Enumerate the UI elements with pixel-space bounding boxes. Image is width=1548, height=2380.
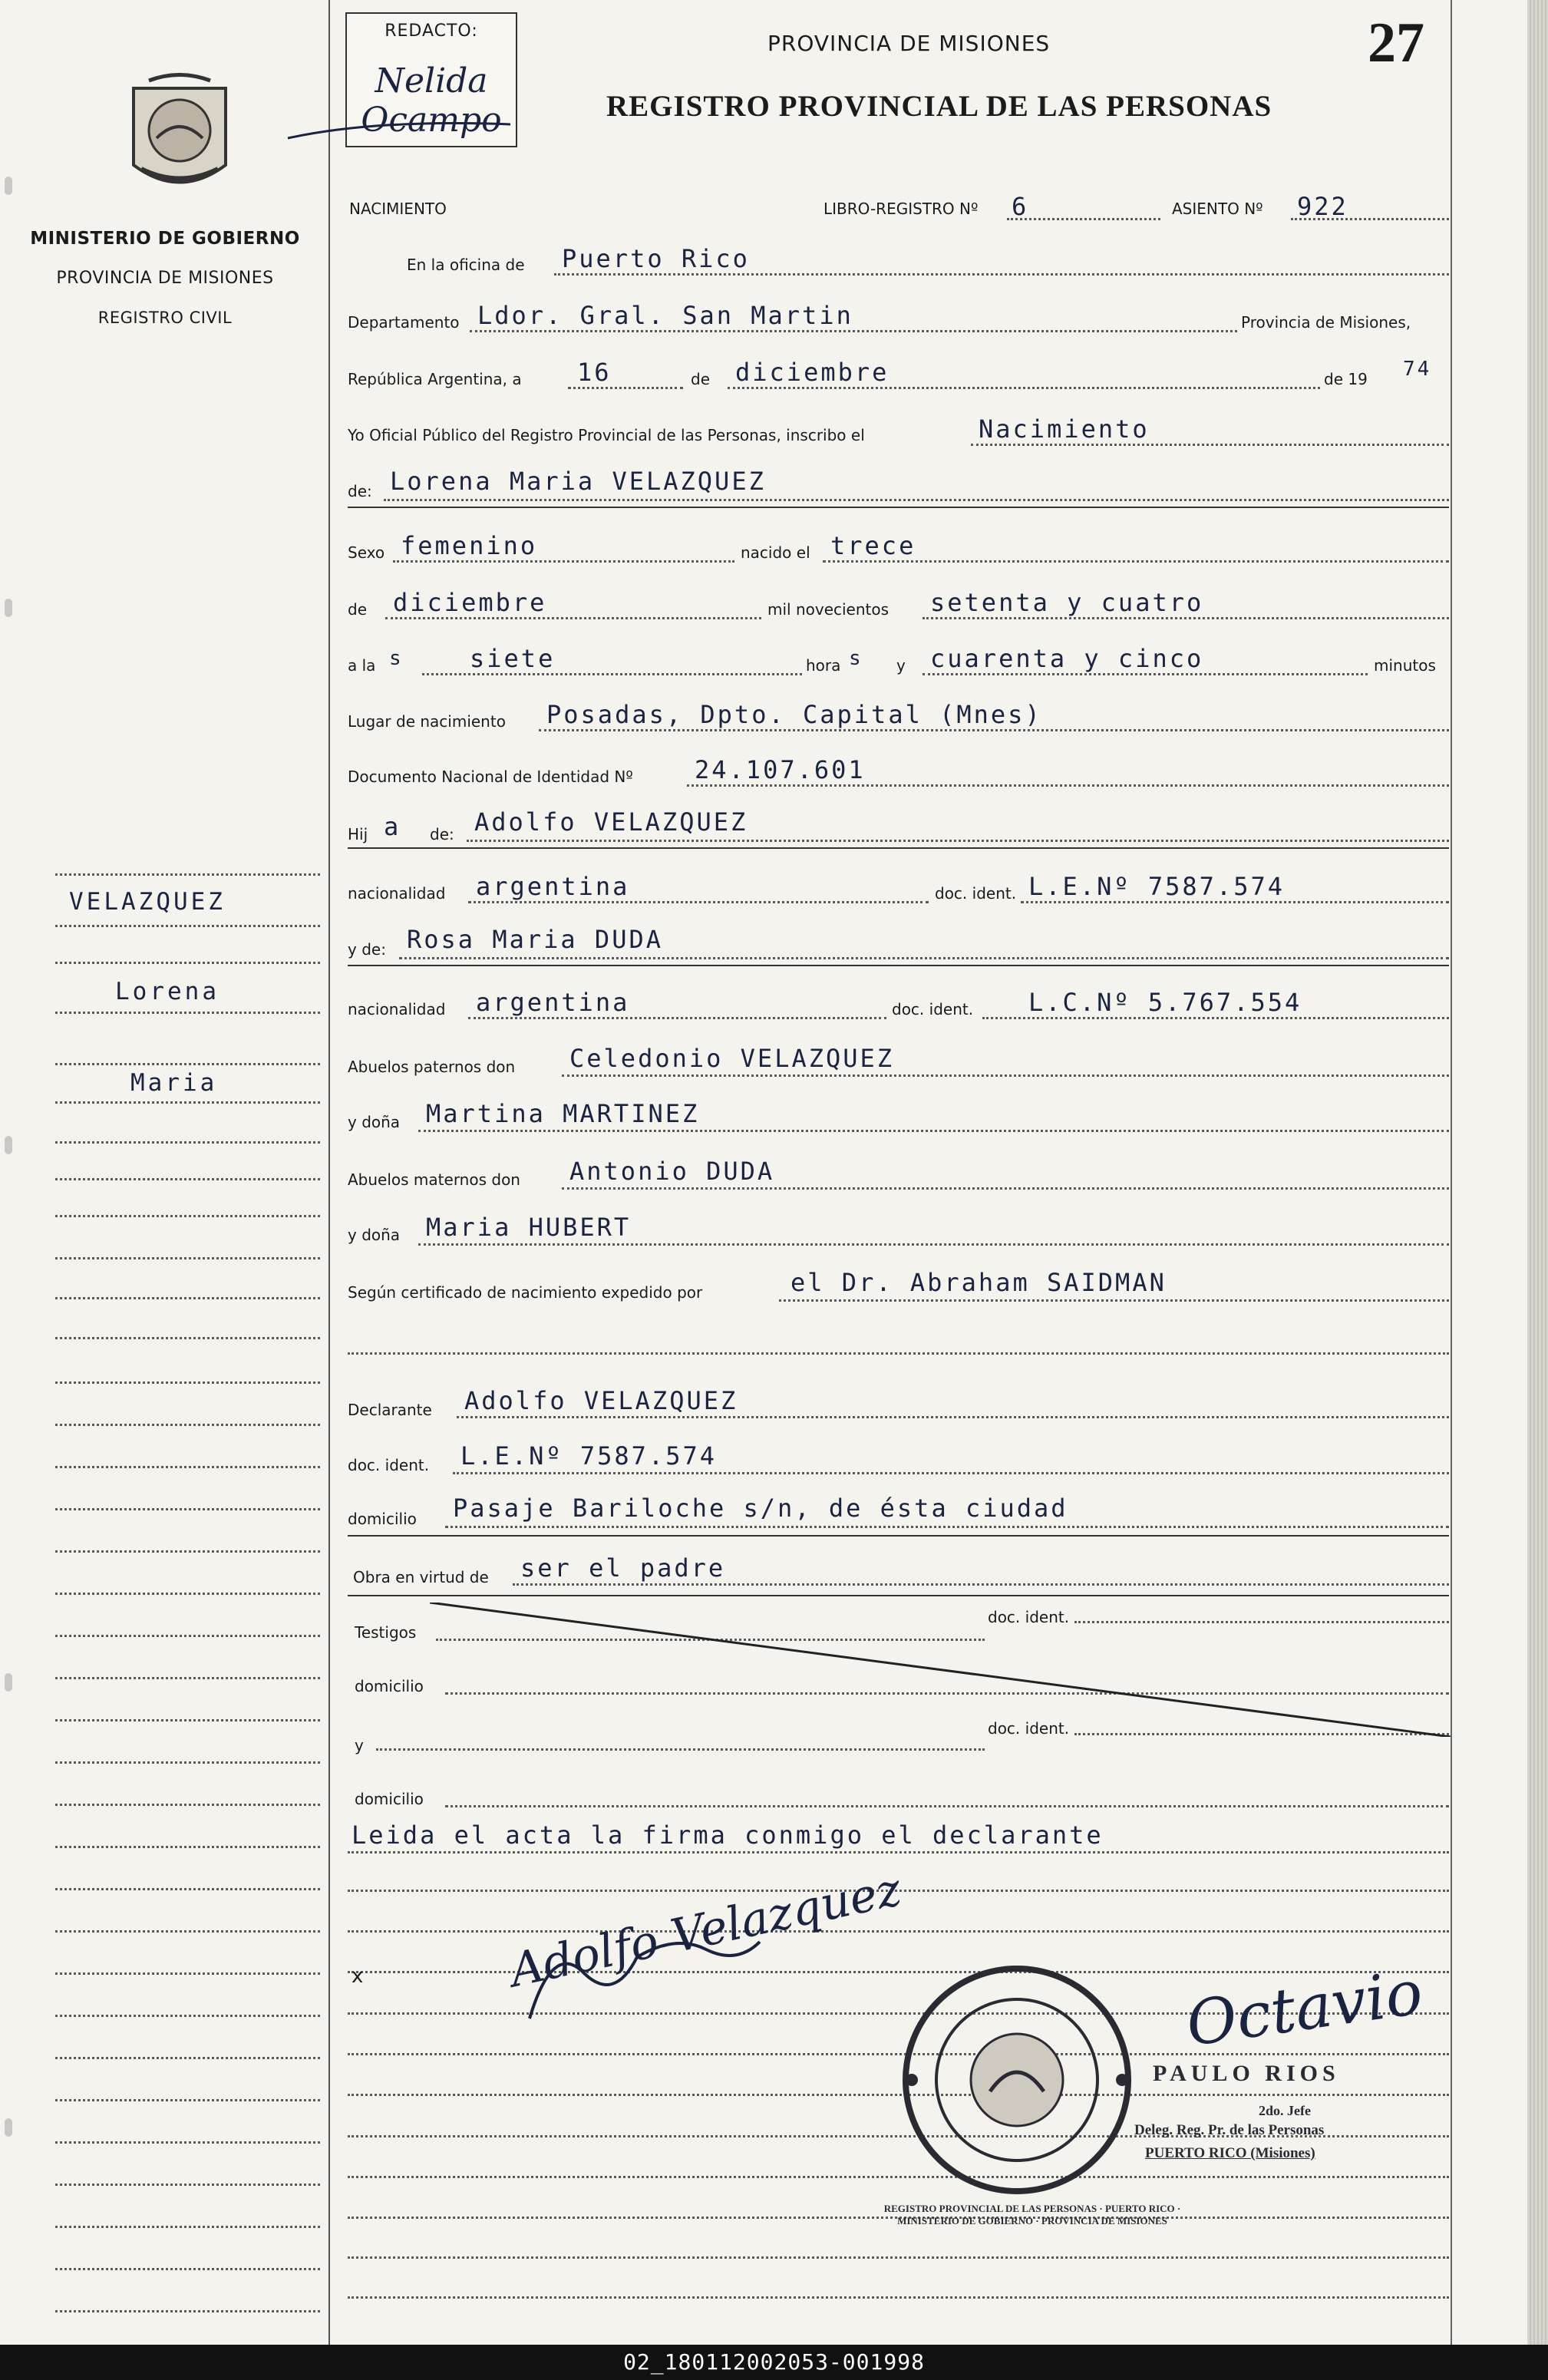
hours-label: hora [806, 656, 841, 675]
father-name: Adolfo VELAZQUEZ [474, 807, 748, 837]
right-margin-line [1451, 0, 1452, 2345]
birthplace-value: Posadas, Dpto. Capital (Mnes) [546, 700, 1042, 729]
official-office: PUERTO RICO (Misiones) [1145, 2145, 1315, 2161]
dni-value: 24.107.601 [695, 755, 866, 784]
gutter-line [328, 0, 330, 2345]
mother-nationality: argentina [476, 988, 630, 1017]
pat-grandmother-label: y doña [348, 1113, 401, 1131]
ministry-title: MINISTERIO DE GOBIERNO [30, 229, 300, 249]
y-label: y [896, 656, 906, 675]
witness-y-label: y [355, 1736, 364, 1754]
hour-value: siete [470, 644, 556, 673]
header-province: PROVINCIA DE MISIONES [767, 31, 1051, 56]
page-number: 27 [1368, 12, 1424, 74]
sex-value: femenino [401, 531, 538, 560]
mother-name: Rosa Maria DUDA [407, 925, 663, 954]
province-suffix: Provincia de Misiones, [1241, 313, 1411, 332]
year-value: 74 [1403, 358, 1432, 381]
pat-grandfather: Celedonio VELAZQUEZ [569, 1044, 895, 1073]
acts-label: Obra en virtud de [353, 1568, 489, 1586]
declarant-doc: L.E.Nº 7587.574 [460, 1441, 717, 1471]
father-nationality-label: nacionalidad [348, 884, 446, 903]
mat-grandmother-label: y doña [348, 1226, 401, 1244]
month-de-label: de [691, 370, 710, 388]
redacto-signature: Nelida Ocampo [361, 61, 502, 140]
page-edge [1527, 0, 1548, 2345]
declarant-signature: Adolfo Velazquez [505, 1862, 906, 1999]
stamp-text: REGISTRO PROVINCIAL DE LAS PERSONAS · PUERTO RICO · MINISTERIO DE GOBIERNO · PROVINCIA DE MISIONES [883, 2203, 1181, 2227]
official-text: Yo Oficial Público del Registro Provincial de las Personas, inscribo el [348, 426, 865, 444]
official-name: PAULO RIOS [1153, 2061, 1340, 2086]
declarant-label: Declarante [348, 1401, 432, 1419]
mat-grandfather-label: Abuelos maternos don [348, 1170, 520, 1189]
redacto-label: REDACTO: [385, 21, 478, 41]
official-rank: 2do. Jefe [1259, 2103, 1311, 2118]
born-day: trece [830, 531, 916, 560]
mother-nationality-label: nacionalidad [348, 1000, 446, 1018]
day-value: 16 [577, 358, 612, 387]
minutes-value: cuarenta y cinco [930, 644, 1204, 673]
witness-cancel-line [430, 1603, 1451, 1737]
born-month: diciembre [393, 588, 547, 617]
born-year: setenta y cuatro [930, 588, 1204, 617]
pat-grandmother: Martina MARTINEZ [426, 1099, 700, 1128]
department-label: Departamento [348, 313, 460, 332]
office-value: Puerto Rico [562, 244, 750, 273]
image-id: 02_180112002053-001998 [623, 2349, 925, 2375]
birthplace-label: Lugar de nacimiento [348, 712, 506, 731]
hij-suffix: a [384, 812, 401, 841]
hij-label: Hij [348, 825, 368, 843]
official-signature: Octavio [1182, 1956, 1428, 2061]
father-doc: L.E.Nº 7587.574 [1028, 872, 1285, 901]
left-province: PROVINCIA DE MISIONES [56, 269, 274, 288]
hours-s: s [849, 647, 863, 670]
witness-doc-label: doc. ident. [988, 1608, 1070, 1626]
witness-domicile2-label: domicilio [355, 1790, 424, 1808]
dni-label: Documento Nacional de Identidad Nº [348, 767, 633, 786]
official-title: Deleg. Reg. Pr. de las Personas [1134, 2122, 1325, 2138]
a-las-s: s [389, 647, 404, 670]
minutes-label: minutos [1374, 656, 1436, 675]
mat-grandmother: Maria HUBERT [426, 1213, 632, 1242]
pat-grandfather-label: Abuelos paternos don [348, 1058, 516, 1076]
book-label: LIBRO-REGISTRO Nº [824, 200, 979, 218]
x-mark: x [352, 1965, 364, 1988]
department-value: Ldor. Gral. San Martin [477, 301, 853, 330]
declarant-doc-label: doc. ident. [348, 1456, 430, 1474]
mother-label: y de: [348, 940, 386, 959]
official-seal-icon [898, 1961, 1136, 2199]
domicile-value: Pasaje Bariloche s/n, de ésta ciudad [453, 1494, 1068, 1523]
thousand-label: mil novecientos [767, 600, 890, 619]
witness-doc2-label: doc. ident. [988, 1719, 1070, 1738]
declarant-signature-stroke [522, 1926, 767, 2034]
witness-domicile-label: domicilio [355, 1677, 424, 1695]
a-las-label: a la [348, 656, 376, 675]
coat-of-arms-icon [126, 73, 233, 200]
side-given-name-1: Lorena [115, 978, 219, 1005]
witnesses-label: Testigos [355, 1623, 417, 1642]
redacto-flourish [284, 115, 514, 146]
republic-label: República Argentina, a [348, 370, 522, 388]
civil-registry: REGISTRO CIVIL [97, 309, 233, 327]
certificate-value: el Dr. Abraham SAIDMAN [791, 1268, 1167, 1297]
acts-value: ser el padre [520, 1553, 726, 1583]
person-name: Lorena Maria VELAZQUEZ [390, 467, 766, 496]
hij-de-label: de: [430, 825, 454, 843]
declarant-value: Adolfo VELAZQUEZ [464, 1386, 738, 1415]
de-colon-label: de: [348, 482, 372, 500]
certificate-label: Según certificado de nacimiento expedido por [348, 1283, 703, 1302]
domicile-label: domicilio [348, 1510, 417, 1528]
year-label: de 19 [1324, 370, 1368, 388]
entry-value: 922 [1297, 192, 1348, 221]
side-given-name-2: Maria [130, 1069, 218, 1097]
footer-bar [0, 2345, 1548, 2380]
month-value: diciembre [735, 358, 890, 387]
born-label: nacido el [741, 543, 810, 562]
father-doc-label: doc. ident. [935, 884, 1017, 903]
act-value: Nacimiento [979, 414, 1150, 444]
de2-label: de [348, 600, 367, 619]
entry-label: ASIENTO Nº [1172, 200, 1263, 218]
side-surname: VELAZQUEZ [69, 888, 226, 916]
mat-grandfather: Antonio DUDA [569, 1157, 775, 1186]
mother-doc: L.C.Nº 5.767.554 [1028, 988, 1302, 1017]
father-nationality: argentina [476, 872, 630, 901]
book-value: 6 [1012, 192, 1029, 221]
record-type: NACIMIENTO [349, 200, 447, 218]
mother-doc-label: doc. ident. [892, 1000, 974, 1018]
closing-note: Leida el acta la firma conmigo el declarante [352, 1820, 1104, 1850]
registry-title: REGISTRO PROVINCIAL DE LAS PERSONAS [606, 90, 1272, 123]
sex-label: Sexo [348, 543, 385, 562]
office-label: En la oficina de [407, 256, 525, 274]
